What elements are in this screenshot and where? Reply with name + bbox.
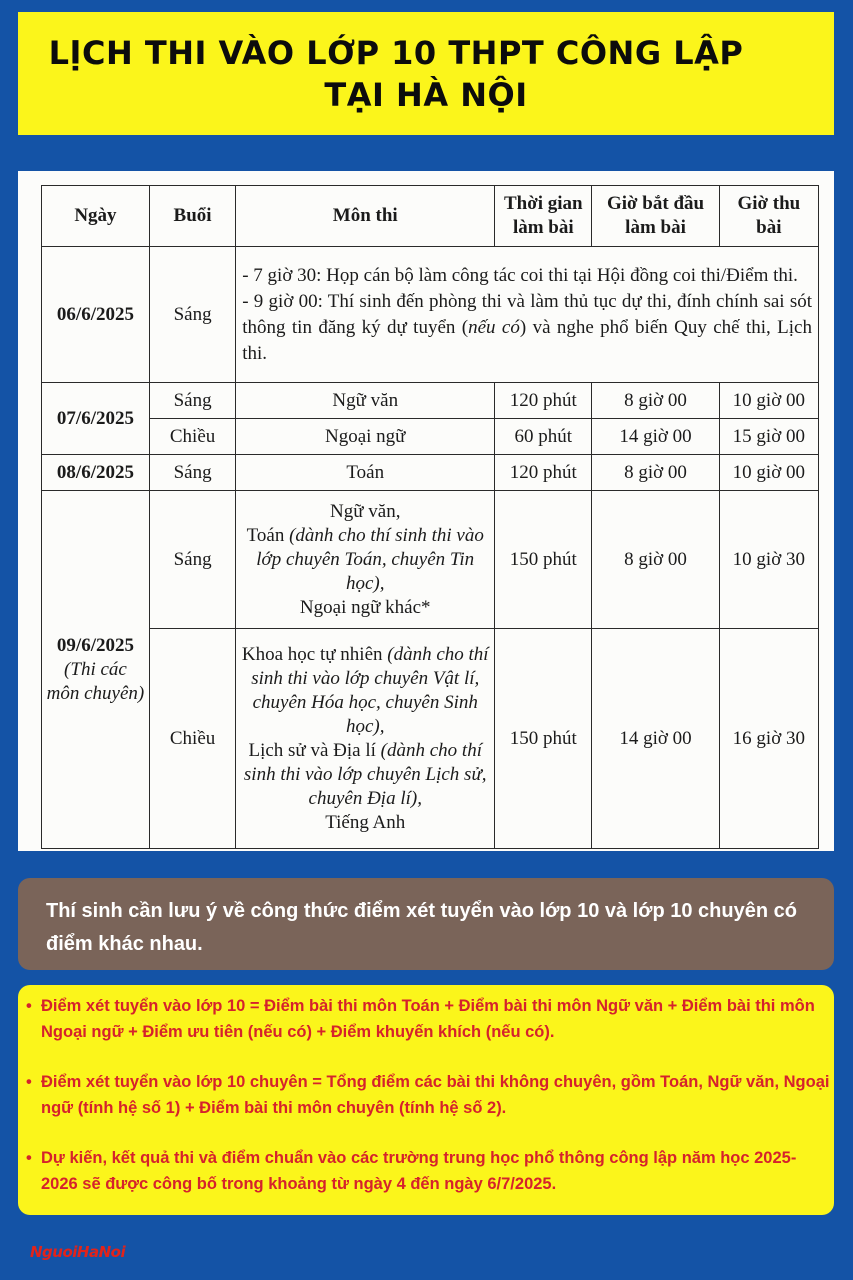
formula-panel [18,985,834,1215]
exam-schedule-table [41,185,819,849]
table-row [42,419,819,455]
page-title-line-1: LỊCH THI VÀO LỚP 10 THPT CÔNG LẬP [48,33,744,72]
table-row [42,247,819,383]
table-row [42,455,819,491]
subject-cell: Ngoại ngữ [236,419,495,455]
end-cell: 10 giờ 00 [719,455,818,491]
start-cell: 14 giờ 00 [592,629,719,849]
date-cell: 06/6/2025 [42,247,150,383]
subject-cell: Toán [236,455,495,491]
schedule-panel [18,171,834,851]
session-cell: Chiều [149,419,235,455]
date-cell: 09/6/2025 (Thi các môn chuyên) [42,491,150,849]
header-end-time: Giờ thu bài [719,186,818,247]
subject-cell: Khoa học tự nhiên (dành cho thí sinh thi vào lớp chuyên Vật lí, chuyên Hóa học, chuyên Sinh học), Lịch sử và Địa lí (dành cho thí sinh thi vào lớp chuyên Lịch sử, chuyên Địa lí), Tiếng Anh [236,629,495,849]
duration-cell: 150 phút [495,629,592,849]
session-cell: Sáng [149,383,235,419]
start-cell: 8 giờ 00 [592,491,719,629]
formula-item: • Điểm xét tuyển vào lớp 10 = Điểm bài thi môn Toán + Điểm bài thi môn Ngữ văn + Điểm bài thi môn Ngoại ngữ + Điểm ưu tiên (nếu có) + Điểm khuyến khích (nếu có). [26,993,830,1045]
bullet-icon: • [26,1149,32,1167]
subject-cell: Ngữ văn, Toán (dành cho thí sinh thi vào lớp chuyên Toán, chuyên Tin học), Ngoại ngữ khác* [236,491,495,629]
subject-cell: Ngữ văn [236,383,495,419]
header-subject: Môn thi [236,186,495,247]
bullet-icon: • [26,1073,32,1091]
header-session: Buổi [149,186,235,247]
title-banner [18,12,834,135]
session-cell: Sáng [149,247,235,383]
session-cell: Chiều [149,629,235,849]
page-title-line-2: TẠI HÀ NỘI [324,75,528,114]
table-row [42,491,819,629]
duration-cell: 150 phút [495,491,592,629]
session-cell: Sáng [149,455,235,491]
end-cell: 15 giờ 00 [719,419,818,455]
start-cell: 8 giờ 00 [592,455,719,491]
end-cell: 10 giờ 00 [719,383,818,419]
procedure-note-2: - 9 giờ 00: Thí sinh đến phòng thi và làm thủ tục dự thi, đính chính sai sót thông tin đăng ký dự tuyển (nếu có) và nghe phổ biến Quy chế thi, Lịch thi. [242,290,812,364]
start-cell: 14 giờ 00 [592,419,719,455]
start-cell: 8 giờ 00 [592,383,719,419]
duration-cell: 120 phút [495,455,592,491]
header-duration: Thời gian làm bài [495,186,592,247]
header-date: Ngày [42,186,150,247]
end-cell: 16 giờ 30 [719,629,818,849]
header-start-time: Giờ bắt đầu làm bài [592,186,719,247]
formula-item: • Điểm xét tuyển vào lớp 10 chuyên = Tổng điểm các bài thi không chuyên, gồm Toán, Ngữ văn, Ngoại ngữ (tính hệ số 1) + Điểm bài thi môn chuyên (tính hệ số 2). [26,1069,830,1121]
table-header-row [42,186,819,247]
session-cell: Sáng [149,491,235,629]
procedure-note-1: - 7 giờ 30: Họp cán bộ làm công tác coi thi tại Hội đồng coi thi/Điểm thi. [242,264,798,286]
table-row [42,383,819,419]
duration-cell: 60 phút [495,419,592,455]
brand-logo: NguoiHaNoi [30,1243,126,1261]
date-cell: 08/6/2025 [42,455,150,491]
procedure-note-cell [236,247,819,383]
date-cell: 07/6/2025 [42,383,150,455]
duration-cell: 120 phút [495,383,592,419]
bullet-icon: • [26,997,32,1015]
date-note: (Thi các môn chuyên) [46,658,145,704]
end-cell: 10 giờ 30 [719,491,818,629]
table-row [42,629,819,849]
formula-item: • Dự kiến, kết quả thi và điểm chuẩn vào các trường trung học phổ thông công lập năm học 2025-2026 sẽ được công bố trong khoảng từ ngày 4 đến ngày 6/7/2025. [26,1145,830,1197]
notice-box: Thí sinh cần lưu ý về công thức điểm xét tuyển vào lớp 10 và lớp 10 chuyên có điểm khác nhau. [18,878,834,970]
